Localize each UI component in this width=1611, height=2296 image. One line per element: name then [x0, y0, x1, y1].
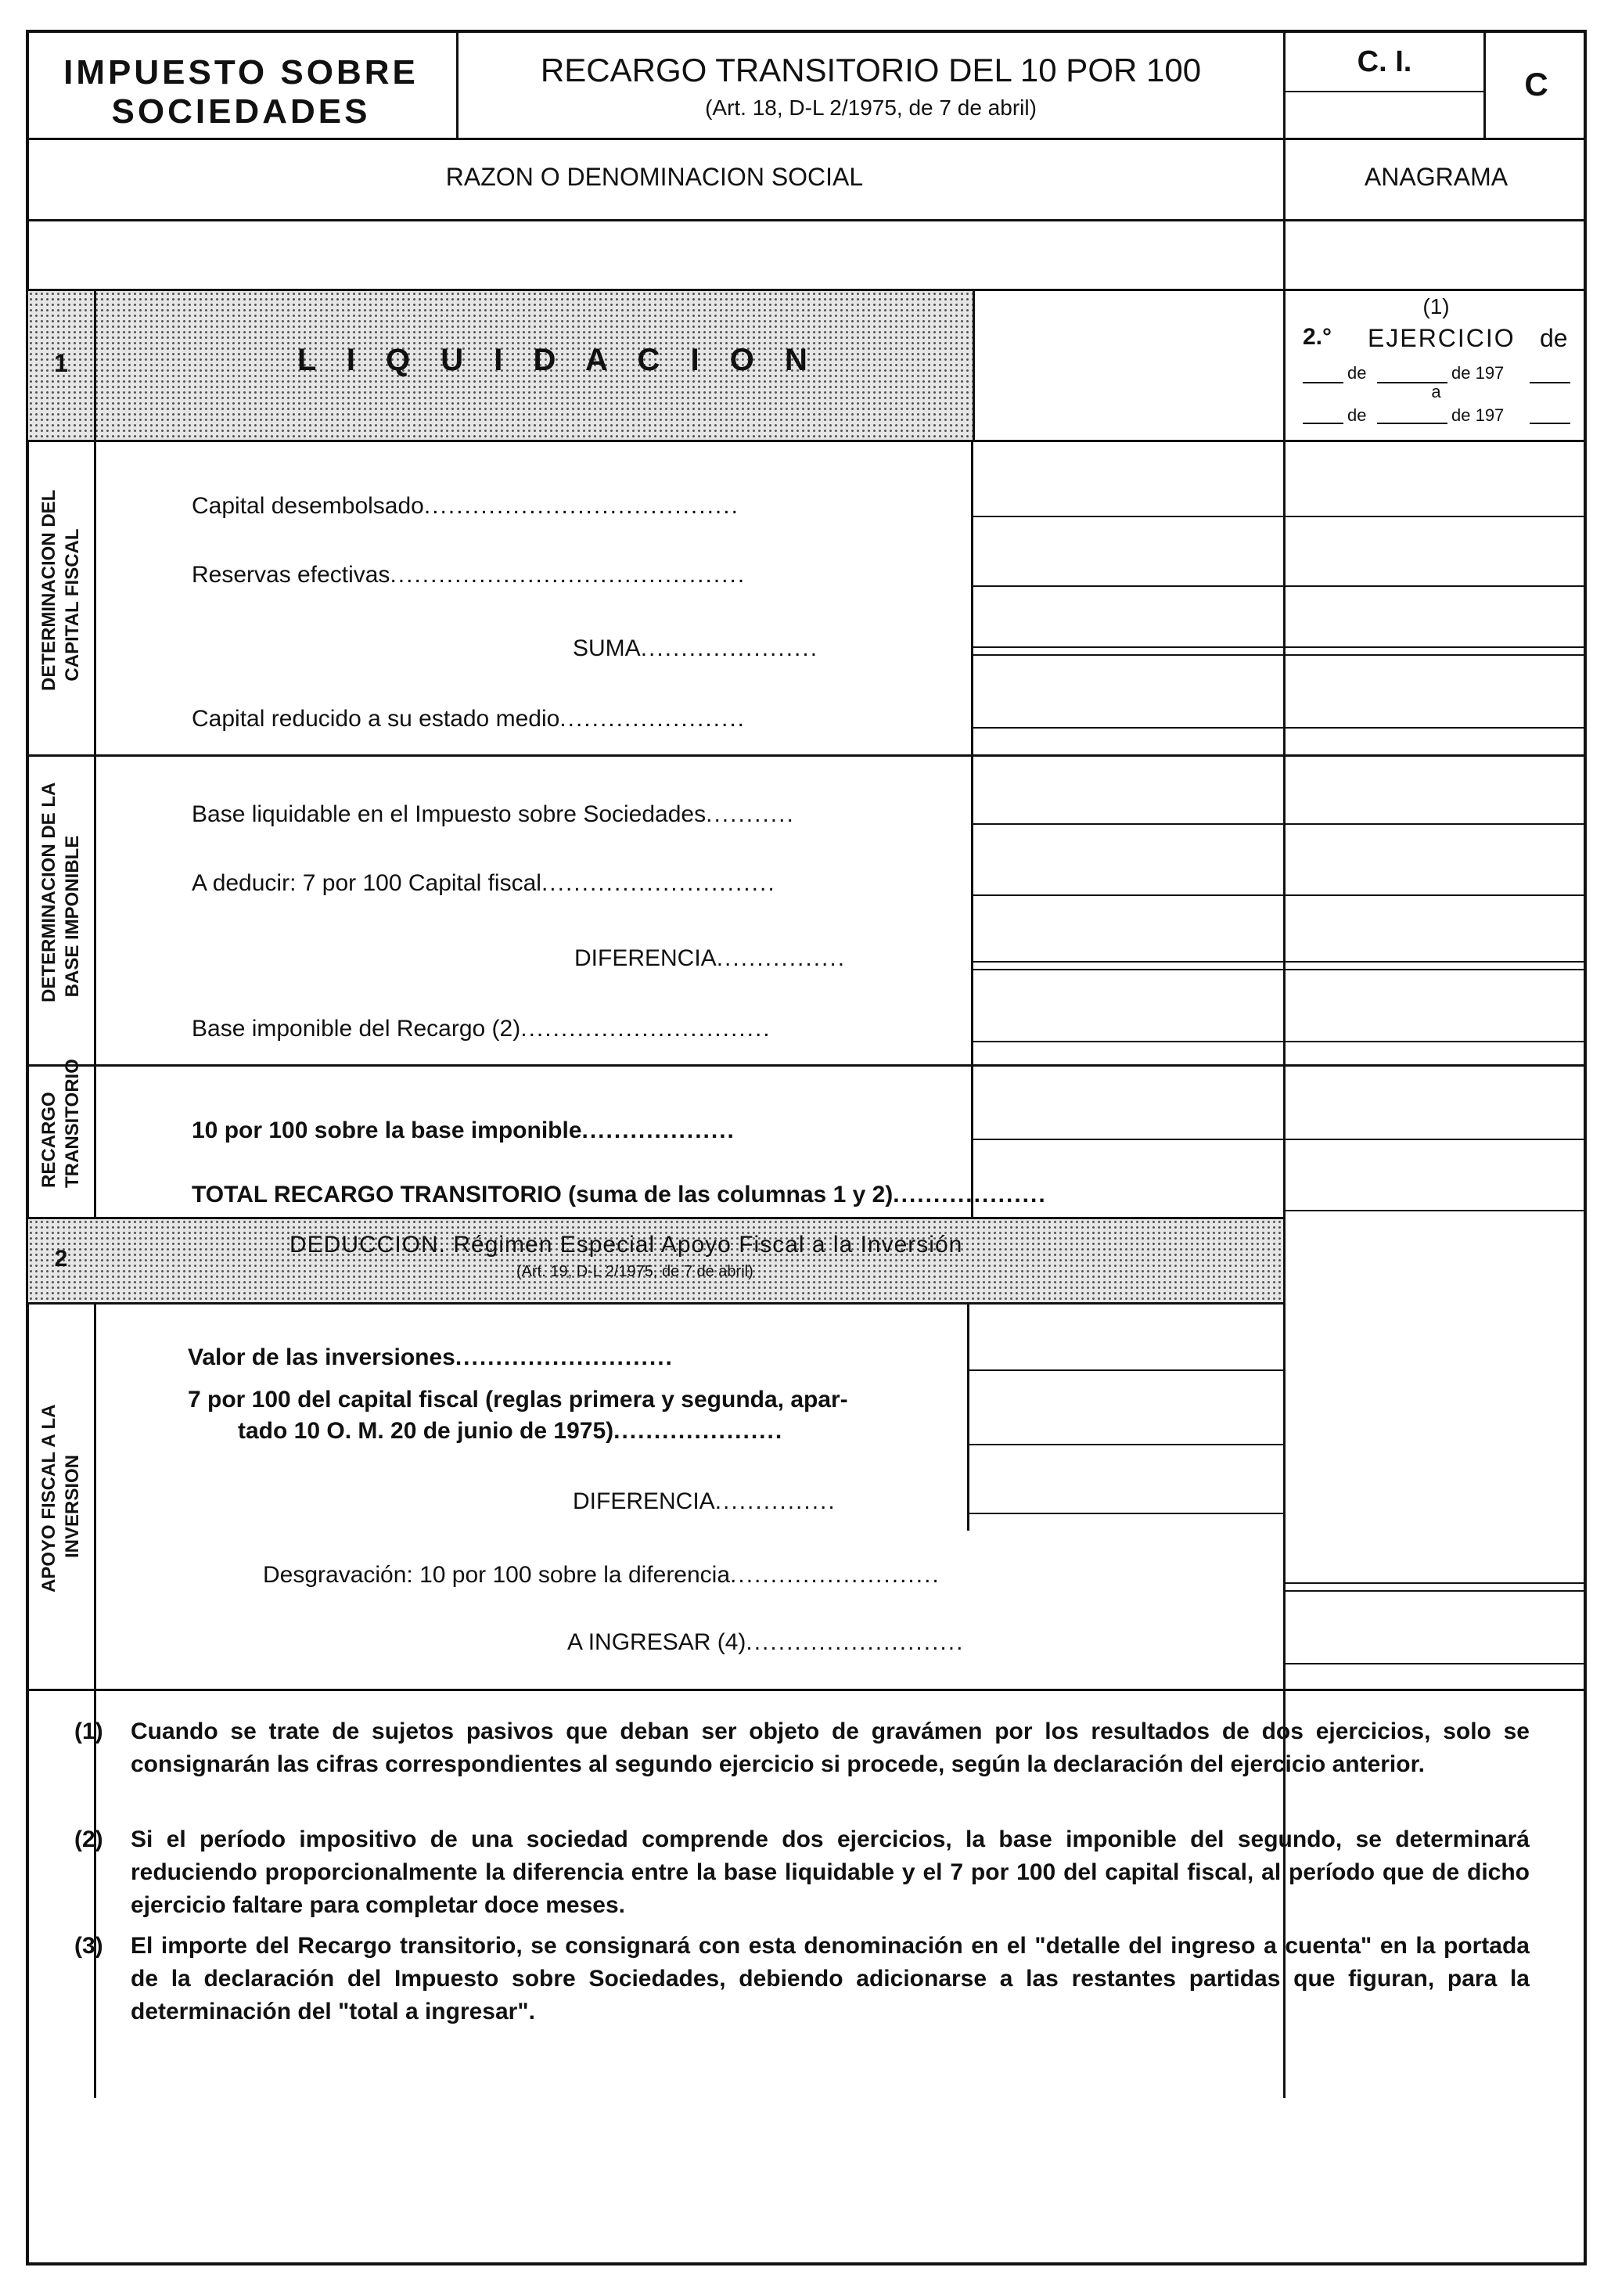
- footnote-1-number: (1): [74, 1718, 103, 1744]
- capital-desembolsado-field[interactable]: [973, 442, 1283, 516]
- footnote-3: [74, 1930, 1530, 2031]
- diferencia-field[interactable]: [973, 897, 1283, 961]
- period-end-day-field[interactable]: [1303, 402, 1343, 423]
- period-line1-year: de 197: [1451, 363, 1505, 383]
- apoyo-diferencia-label: DIFERENCIA: [573, 1488, 715, 1514]
- footnote-1-text: Cuando se trate de sujetos pasivos que deban ser objeto de gravámen por los resultados de dos ejercicios, solo se consignarán las cifras correspondientes al segundo ejercicio si procede, según la declaración del ejercicio anterior.: [131, 1718, 1530, 1777]
- period-line2-year: de 197: [1451, 405, 1505, 425]
- apoyo-row-2-line1: 7 por 100 del capital fiscal (reglas primera y segunda, apar-: [188, 1387, 848, 1413]
- divider: [969, 1444, 1283, 1445]
- footnote-2: [74, 1823, 1530, 1925]
- recargo-vertical-line2: TRANSITORIO: [62, 1059, 83, 1188]
- recargo-vertical-label: [38, 1059, 86, 1188]
- ingresar-label: A INGRESAR (4): [567, 1629, 746, 1655]
- capital-vertical-line2: CAPITAL FISCAL: [62, 528, 83, 682]
- divider: [973, 646, 1587, 648]
- capital-vertical-line1: DETERMINACION DEL: [38, 489, 59, 691]
- base-row-2: [192, 870, 776, 897]
- recargo-vertical-line1: RECARGO: [38, 1092, 59, 1188]
- base-vertical-label: [38, 782, 86, 1002]
- dot-leader: ...........................: [746, 1629, 965, 1655]
- divider: [973, 1139, 1587, 1140]
- divider: [973, 1041, 1587, 1042]
- valor-inversiones-field[interactable]: [969, 1305, 1283, 1369]
- period-label: EJERCICIO: [1368, 324, 1516, 352]
- period-start-day-field[interactable]: [1303, 362, 1343, 382]
- divider: [969, 1513, 1283, 1514]
- divider: [26, 440, 1587, 442]
- footnote-1: [74, 1715, 1530, 1817]
- apoyo-vertical-label: [38, 1404, 86, 1592]
- footnote-3-number: (3): [74, 1933, 103, 1959]
- dot-leader: ...................: [581, 1117, 735, 1143]
- recargo-10-field[interactable]: [973, 1067, 1283, 1139]
- dot-leader: .............................: [541, 870, 776, 896]
- tax-title-line2: SOCIEDADES: [111, 92, 371, 131]
- capital-desembolsado-label: Capital desembolsado: [192, 493, 424, 519]
- valor-inversiones-label: Valor de las inversiones: [188, 1344, 455, 1370]
- dot-leader: ......................: [640, 635, 819, 661]
- suma-label: SUMA: [573, 635, 641, 661]
- form-letter: C: [1524, 66, 1548, 103]
- period-end-month-field[interactable]: [1377, 402, 1447, 423]
- tax-title-line1: IMPUESTO SOBRE: [63, 53, 419, 92]
- section2-number: 2: [54, 1246, 68, 1272]
- total-recargo-row: [192, 1182, 1047, 1208]
- surcharge-ref: (Art. 18, D-L 2/1975, de 7 de abril): [705, 95, 1037, 120]
- surcharge-title: RECARGO TRANSITORIO DEL 10 POR 100: [540, 52, 1202, 88]
- section2-ref: (Art. 19, D-L 2/1975, de 7 de abril): [516, 1263, 753, 1280]
- base-imponible-field[interactable]: [973, 971, 1283, 1041]
- base-liquidable-label: Base liquidable en el Impuesto sobre Sociedades: [192, 801, 707, 827]
- anagram-label: ANAGRAMA: [1364, 163, 1509, 191]
- apoyo-row-3: [573, 1488, 836, 1515]
- capital-fiscal-7-field[interactable]: [969, 1372, 1283, 1444]
- footnote-2-text: Si el período impositivo de una sociedad comprende dos ejercicios, la base imponible del segundo, se determinará reduciendo proporcionalmente la diferencia entre la base liquidable y el 7 por 100 del capital fiscal, al período que de dicho ejercicio faltare para completar doce meses.: [131, 1826, 1530, 1918]
- desgravacion-field[interactable]: [1286, 1515, 1587, 1582]
- period-de: de: [1540, 324, 1568, 352]
- capital-fiscal-7-label: tado 10 O. M. 20 de junio de 1975): [238, 1418, 614, 1444]
- period-blank: [1377, 423, 1447, 424]
- base-imponible-label: Base imponible del Recargo (2): [192, 1016, 521, 1042]
- ingresar-row: [567, 1629, 964, 1656]
- base-vertical-line2: BASE IMPONIBLE: [62, 835, 83, 998]
- divider: [973, 894, 1587, 896]
- anagram-field[interactable]: [1286, 221, 1587, 289]
- company-name-label: RAZON O DENOMINACION SOCIAL: [445, 163, 864, 191]
- section1-title: L I Q U I D A C I O N: [297, 343, 818, 377]
- divider: [973, 289, 975, 442]
- apoyo-row-2-line2: [238, 1418, 783, 1445]
- divider: [973, 969, 1587, 970]
- divider: [973, 585, 1587, 587]
- tax-title: [26, 53, 456, 131]
- dot-leader: .......................: [559, 706, 746, 732]
- capital-row-4: [192, 706, 746, 732]
- base-row-1: [192, 801, 795, 828]
- base-liquidable-field[interactable]: [973, 757, 1283, 823]
- period-note-ref: (1): [1422, 294, 1450, 318]
- base-row-4: [192, 1016, 771, 1042]
- dot-leader: ...........: [706, 801, 795, 827]
- period-blank: [1303, 423, 1343, 424]
- reservas-efectivas-field[interactable]: [973, 518, 1283, 585]
- total-recargo-field[interactable]: [1286, 1141, 1587, 1210]
- recargo-row: [192, 1117, 735, 1144]
- dot-leader: .....................: [613, 1418, 784, 1444]
- period-label-num: 2.°: [1303, 324, 1332, 350]
- capital-row-2: [192, 562, 746, 588]
- period-start-month-field[interactable]: [1377, 362, 1447, 382]
- dot-leader: ...........................: [455, 1344, 674, 1370]
- period-blank: [1530, 423, 1570, 424]
- divider: [973, 961, 1587, 963]
- divider: [973, 516, 1587, 517]
- capital-row-1: [192, 493, 739, 520]
- dot-leader: ............................................: [390, 562, 746, 588]
- deducir-capital-field[interactable]: [973, 826, 1283, 894]
- base-vertical-line1: DETERMINACION DE LA: [38, 782, 59, 1002]
- dot-leader: ...............................: [520, 1016, 771, 1042]
- diferencia-label: DIFERENCIA: [574, 945, 717, 971]
- divider: [26, 138, 1587, 140]
- period-line2-de: de: [1347, 405, 1367, 425]
- company-name-field[interactable]: [28, 221, 1283, 289]
- desgravacion-label: Desgravación: 10 por 100 sobre la diferencia: [263, 1562, 731, 1588]
- apoyo-vertical-line1: APOYO FISCAL A LA: [38, 1404, 59, 1592]
- capital-reducido-field[interactable]: [973, 657, 1283, 727]
- divider: [1283, 1663, 1587, 1664]
- dot-leader: ..........................: [730, 1562, 940, 1588]
- section2-title: DEDUCCION. Régimen Especial Apoyo Fiscal a la Inversión: [289, 1232, 963, 1258]
- form-code: C. I.: [1357, 45, 1412, 78]
- capital-reducido-label: Capital reducido a su estado medio: [192, 706, 560, 732]
- footnote-3-text: El importe del Recargo transitorio, se consignará con esta denominación en el "detalle del ingreso a cuenta" en la portada de la declaración del Impuesto sobre Sociedades, debiendo adicionarse a las restantes partidas que figuran, para la determinación del "total a ingresar".: [131, 1933, 1530, 2024]
- capital-row-3: [573, 635, 818, 662]
- divider: [1283, 1210, 1587, 1211]
- divider: [973, 654, 1587, 656]
- suma-field[interactable]: [973, 588, 1283, 646]
- deducir-capital-label: A deducir: 7 por 100 Capital fiscal: [192, 870, 541, 896]
- divider: [1283, 1582, 1587, 1584]
- capital-vertical-label: [38, 489, 86, 691]
- base-row-3: [574, 945, 846, 972]
- desgravacion-row: [263, 1562, 940, 1589]
- divider: [26, 1689, 1587, 1691]
- apoyo-row-1: [188, 1344, 674, 1371]
- divider: [26, 1064, 1587, 1067]
- apoyo-vertical-line2: INVERSION: [62, 1454, 83, 1559]
- dot-leader: .......................................: [423, 493, 739, 519]
- section1-number: 1: [54, 349, 68, 377]
- period-line1-de: de: [1347, 363, 1367, 383]
- divider: [26, 754, 1587, 757]
- apoyo-diferencia-field[interactable]: [969, 1446, 1283, 1513]
- divider: [1283, 91, 1483, 92]
- dot-leader: ...................: [893, 1182, 1047, 1207]
- divider: [1283, 1590, 1587, 1592]
- period-a: a: [1431, 382, 1441, 401]
- recargo-10-label: 10 por 100 sobre la base imponible: [192, 1117, 582, 1143]
- divider: [973, 823, 1587, 825]
- divider: [969, 1369, 1283, 1371]
- reservas-efectivas-label: Reservas efectivas: [192, 562, 390, 588]
- dot-leader: ...............: [714, 1488, 836, 1514]
- dot-leader: ................: [716, 945, 847, 971]
- divider: [973, 727, 1587, 729]
- total-recargo-label: TOTAL RECARGO TRANSITORIO (suma de las columnas 1 y 2): [192, 1182, 894, 1207]
- footnote-2-number: (2): [74, 1826, 103, 1852]
- ingresar-field[interactable]: [1286, 1592, 1587, 1663]
